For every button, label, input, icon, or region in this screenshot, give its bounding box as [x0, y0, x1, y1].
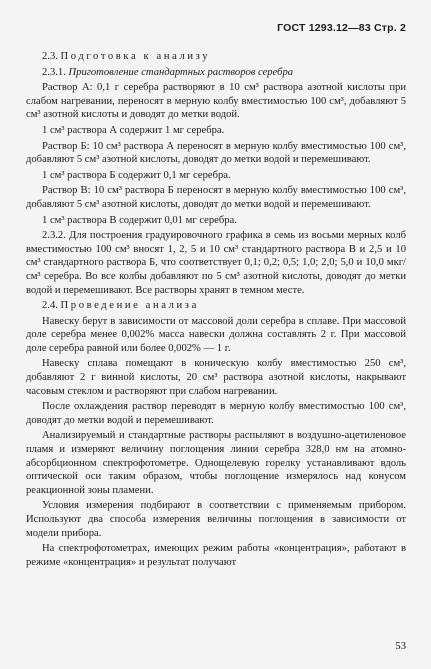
document-page — [26, 22, 406, 652]
section-number: 2.3. — [42, 51, 58, 62]
paragraph: Навеску сплава помещают в коническую колбу вместимостью 250 см³, добавляют 2 г винной кислоты, 20 см³ раствора азотной кислоты, накрывают часовым стеклом и растворяют при слабом нагревании. — [26, 358, 406, 397]
section-title: Подготовка к анализу — [60, 51, 211, 62]
document-body — [26, 50, 406, 571]
page-number: 53 — [395, 641, 406, 652]
paragraph: После охлаждения раствор переводят в мерную колбу вместимостью 100 см³, доводят до метки водой и перемешивают. — [26, 401, 406, 426]
page-header: ГОСТ 1293.12—83 Стр. 2 — [277, 22, 406, 34]
paragraph: Условия измерения подбирают в соответствии с применяемым прибором. Используют два способа измерения величины поглощения в зависимости от модели прибора. — [26, 500, 406, 539]
paragraph: Раствор В: 10 см³ раствора Б переносят в мерную колбу вместимостью 100 см³, добавляют 5 см³ азотной кислоты, доводят до метки водой и перемешивают. — [26, 185, 406, 210]
section-heading-2-3 — [26, 50, 406, 64]
section-number: 2.4. — [42, 300, 58, 312]
subsection-number: 2.3.1. — [42, 66, 66, 78]
paragraph: На спектрофотометрах, имеющих режим работы «концентрация», работают в режиме «концентрация» и результат получают — [26, 543, 406, 568]
paragraph: Раствор Б: 10 см³ раствора А переносят в мерную колбу вместимостью 100 см³, добавляют 5 см³ азотной кислоты, доводят до метки водой и перемешивают. — [26, 140, 406, 166]
paragraph: 1 см³ раствора В содержит 0,01 мг серебра. — [42, 214, 237, 226]
paragraph: 1 см³ раствора Б содержит 0,1 мг серебра. — [42, 169, 231, 181]
paragraph: Навеску берут в зависимости от массовой доли серебра в сплаве. При массовой доле серебра менее 0,002% масса навески должна составлять 2 г. При массовой доле серебра равной или более 0,002% — 1 г. — [26, 315, 406, 354]
paragraph: 1 см³ раствора А содержит 1 мг серебра. — [42, 124, 225, 136]
section-title: Проведение анализа — [60, 300, 199, 312]
paragraph: 2.3.2. Для построения градуировочного графика в семь из восьми мерных колб вместимостью 100 см³ вносят 1, 2, 5 и 10 см³ стандартного раствора В и 2,5 и 10 см³ стандартного раствора Б, что соответствует 0,1; 0,2; 0,5; 1,0; 2,0; 5,0 и 10,0 мкг/см³ серебра. Во все колбы добавляют по 5 см³ азотной кислоты, доводят до метки водой и перемешивают. Все растворы хранят в темном месте. — [26, 230, 406, 296]
subsection-title: Приготовление стандартных растворов серебра — [68, 66, 294, 78]
section-heading-2-4 — [26, 299, 406, 313]
paragraph: Раствор А: 0,1 г серебра растворяют в 10 см³ раствора азотной кислоты при слабом нагревании, переносят в мерную колбу вместимостью 100 см³, добавляют 5 см³ азотной кислоты и доводят до метки водой. — [26, 82, 406, 121]
paragraph: Анализируемый и стандартные растворы распыляют в воздушно-ацетиленовое пламя и измеряют величину поглощения линии серебра 328,0 нм на атомно-абсорбционном спектрофотометре. Однощелевую горелку устанавливают вдоль оптической оси таким образом, чтобы поглощение измерялось над конусом реакционной зоны пламени. — [26, 430, 406, 496]
subsection-heading-2-3-1 — [26, 66, 406, 80]
